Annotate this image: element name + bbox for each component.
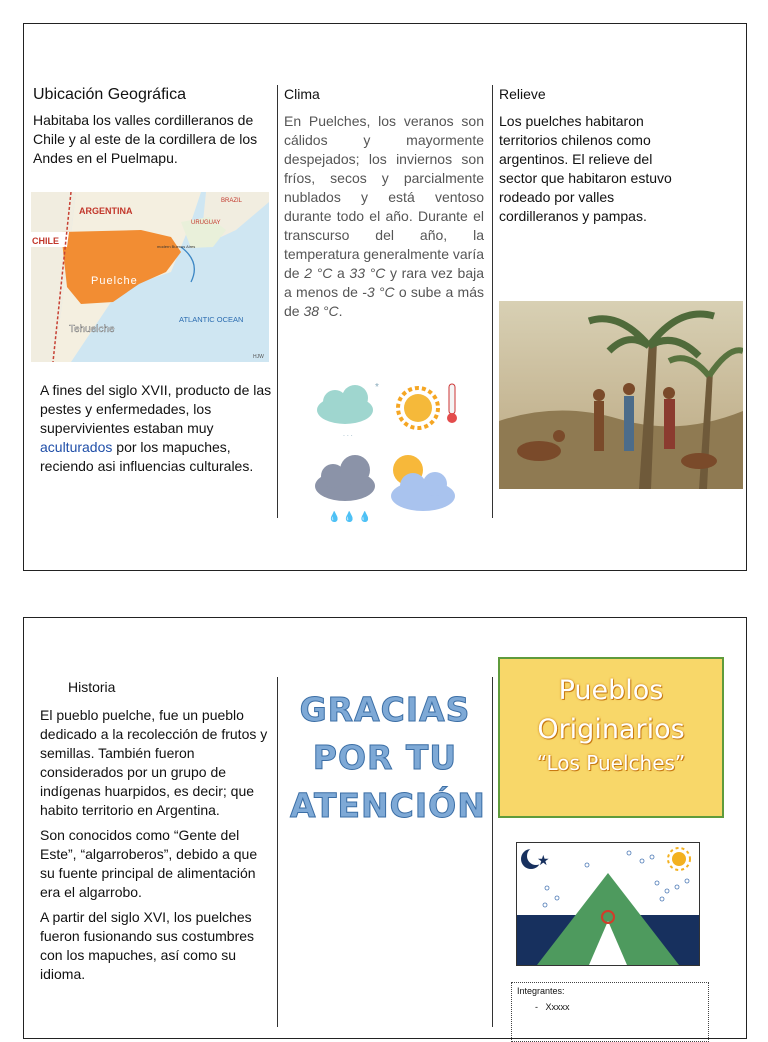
ubicacion-text: Habitaba los valles cordilleranos de Chile y al este de la cordillera de los Andes en el Puelmapu. [33,112,258,166]
map-label-argentina: ARGENTINA [79,206,133,216]
aculturacion-section [40,381,272,476]
ubicacion-heading: Ubicación Geográfica [33,86,186,103]
column-divider [277,677,278,1027]
weather-icons [303,362,463,528]
gracias-heading: GRACIAS POR TU ATENCIÓN [290,690,486,825]
integrantes-box [511,982,709,1042]
map-label-ocean: ATLANTIC OCEAN [179,315,244,324]
integrante-item: - Xxxxx [535,1002,570,1012]
relieve-text: Los puelches habitaron territorios chilenos como argentinos. El relieve del sector que habitaron estuvo rodeado por valles cordilleranos y pampas. [499,113,672,224]
svg-text:*: * [375,382,379,393]
clima-text: En Puelches, los veranos son cálidos y mayormente despejados; los inviernos son fríos, secos y parcialmente nublados y está ventoso durante todo el año. Durante el transcurso del año, la temperatura generalmente varía de 2 °C a 33 °C y rara vez baja a menos de -3 °C o sube a más de 38 °C. [284,113,485,319]
map-label-uruguay: URUGUAY [191,220,221,226]
title-line-1: Pueblos [558,675,664,706]
relieve-heading: Relieve [499,86,546,102]
clima-heading: Clima [284,86,320,102]
puelche-flag [516,842,700,966]
map-label-brazil: BRAZIL [221,198,243,204]
clima-section [284,86,484,321]
column-divider [277,85,278,518]
map-label-puelche: Puelche [91,275,138,287]
historia-heading: Historia [68,679,116,695]
map-credit: HJW [253,354,264,360]
historia-paragraph-1: El pueblo puelche, fue un pueblo dedicado a la recolección de frutos y semillas. También fueron considerados por un grupo de indígenas huarpidos, es decir; que habito territorio en Argentina. [40,707,268,818]
historia-paragraph-3: A partir del siglo XVI, los puelches fueron fusionando sus costumbres con los mapuches, así como su idioma. [40,909,255,982]
thermometer-icon [447,384,457,423]
aculturados-link[interactable]: aculturados [40,439,113,455]
brochure-title [498,657,724,818]
integrantes-label: Integrantes: [517,986,565,996]
column-divider [492,85,493,518]
historia-section [40,679,272,984]
title-line-3: “Los Puelches” [536,751,686,775]
svg-text:★: ★ [537,852,550,868]
historical-painting [499,301,743,489]
relieve-section [499,86,684,226]
svg-text:. . .: . . . [343,431,353,438]
aculturacion-text: A fines del siglo XVII, producto de las pestes y enfermedades, los supervivientes estaban muy aculturados por los mapuches, reciendo asi influencias culturales. [40,382,272,474]
historia-paragraph-2: Son conocidos como “Gente del Este”, “algarroberos”, debido a que su fuente principal de alimentación era el algarrobo. [40,827,258,900]
puelche-map [31,192,269,362]
map-label-chile: CHILE [32,236,59,246]
ubicacion-section [33,86,269,168]
map-label-city: modern Buenos Aires [157,244,196,249]
svg-text:💧 💧 💧: 💧 💧 💧 [328,512,371,523]
title-line-2: Originarios [537,714,685,745]
map-label-tehuelche: Tehuelche [69,324,115,335]
column-divider [492,677,493,1027]
